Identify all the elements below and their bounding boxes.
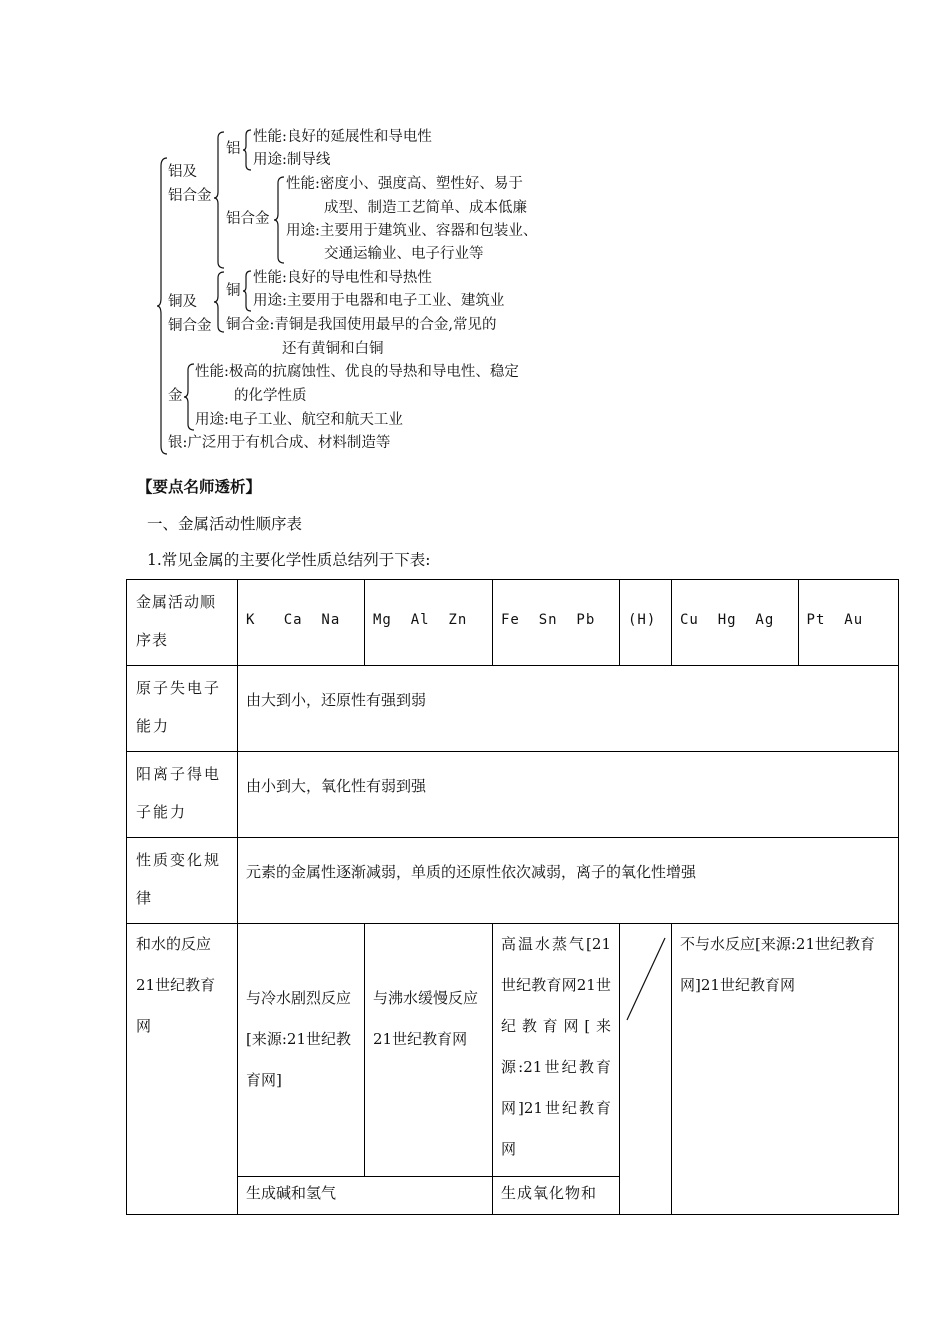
metal-group-5: Cu Hg Ag [672, 580, 799, 666]
au-label: 金 [168, 388, 183, 404]
water-group-2: 与沸水缓慢反应21世纪教育网 [365, 924, 493, 1177]
trend-value: 元素的金属性逐渐减弱，单质的还原性依次减弱，离子的氧化性增强 [238, 838, 899, 924]
table-row [127, 666, 899, 752]
row-label-water: 和水的反应21世纪教育网 [127, 924, 238, 1215]
cu-label: 铜 [226, 283, 241, 299]
row-label-activity: 金属活动顺序表 [127, 580, 238, 666]
electron-loss-value: 由大到小，还原性有强到弱 [238, 666, 899, 752]
metal-activity-table [126, 579, 899, 1215]
cu-group-label-1: 铜及 [168, 294, 197, 310]
al-alloy-brace [273, 175, 285, 265]
water-sub-2: 生成氧化物和 [493, 1177, 620, 1215]
ag-line: 银:广泛用于有机合成、材料制造等 [168, 435, 391, 451]
metal-group-1: K Ca Na [238, 580, 365, 666]
al-alloy-props-1: 性能:密度小、强度高、塑性好、易于 [286, 176, 523, 192]
intro-text: 1.常见金属的主要化学性质总结列于下表: [147, 551, 431, 569]
table-row [127, 752, 899, 838]
al-alloy-label: 铝合金 [226, 211, 270, 227]
cu-brace [242, 269, 252, 313]
row-label-electron-loss: 原子失电子能力 [127, 666, 238, 752]
outer-brace [156, 156, 168, 456]
cu-group-brace [213, 270, 225, 334]
metal-group-3: Fe Sn Pb [493, 580, 620, 666]
al-alloy-uses-2: 交通运输业、电子行业等 [324, 246, 484, 262]
au-brace [183, 362, 195, 432]
water-group-1: 与冷水剧烈反应[来源:21世纪教育网] [238, 924, 365, 1177]
water-group-h [620, 924, 672, 1215]
al-group-label-1: 铝及 [168, 164, 197, 180]
al-alloy-uses-1: 用途:主要用于建筑业、容器和包装业、 [286, 223, 538, 239]
al-group-label-2: 铝合金 [168, 188, 212, 204]
al-uses: 用途:制导线 [253, 152, 331, 168]
table-row [127, 580, 899, 666]
metal-group-2: Mg Al Zn [365, 580, 493, 666]
water-sub-1: 生成碱和氢气 [238, 1177, 493, 1215]
subheading: 一、金属活动性顺序表 [147, 515, 303, 533]
diagonal-slash [620, 934, 672, 1024]
al-props: 性能:良好的延展性和导电性 [253, 129, 432, 145]
cu-group-label-2: 铜合金 [168, 318, 212, 334]
au-props-1: 性能:极高的抗腐蚀性、优良的导热和导电性、稳定 [195, 364, 519, 380]
row-label-electron-gain: 阳离子得电子能力 [127, 752, 238, 838]
cu-alloy-1: 铜合金:青铜是我国使用最早的合金,常见的 [226, 317, 497, 333]
metal-group-h: (H) [620, 580, 672, 666]
au-props-2: 的化学性质 [234, 388, 307, 404]
metal-group-6: Pt Au [798, 580, 898, 666]
cu-props: 性能:良好的导电性和导热性 [253, 270, 432, 286]
row-label-trend: 性质变化规律 [127, 838, 238, 924]
table-row [127, 924, 899, 1177]
al-brace [242, 128, 252, 172]
cu-uses: 用途:主要用于电器和电子工业、建筑业 [253, 293, 505, 309]
al-alloy-props-2: 成型、制造工艺简单、成本低廉 [324, 200, 527, 216]
al-label: 铝 [226, 141, 241, 157]
electron-gain-value: 由小到大，氧化性有弱到强 [238, 752, 899, 838]
water-group-3: 高温水蒸气[21世纪教育网21世纪教育网[来源:21世纪教育网]21世纪教育网 [493, 924, 620, 1177]
au-uses: 用途:电子工业、航空和航天工业 [195, 412, 403, 428]
table-row [127, 838, 899, 924]
section-heading: 【要点名师透析】 [137, 477, 262, 496]
al-group-brace [213, 130, 225, 270]
water-group-5: 不与水反应[来源:21世纪教育网]21世纪教育网 [672, 924, 899, 1215]
cu-alloy-2: 还有黄铜和白铜 [282, 341, 384, 357]
